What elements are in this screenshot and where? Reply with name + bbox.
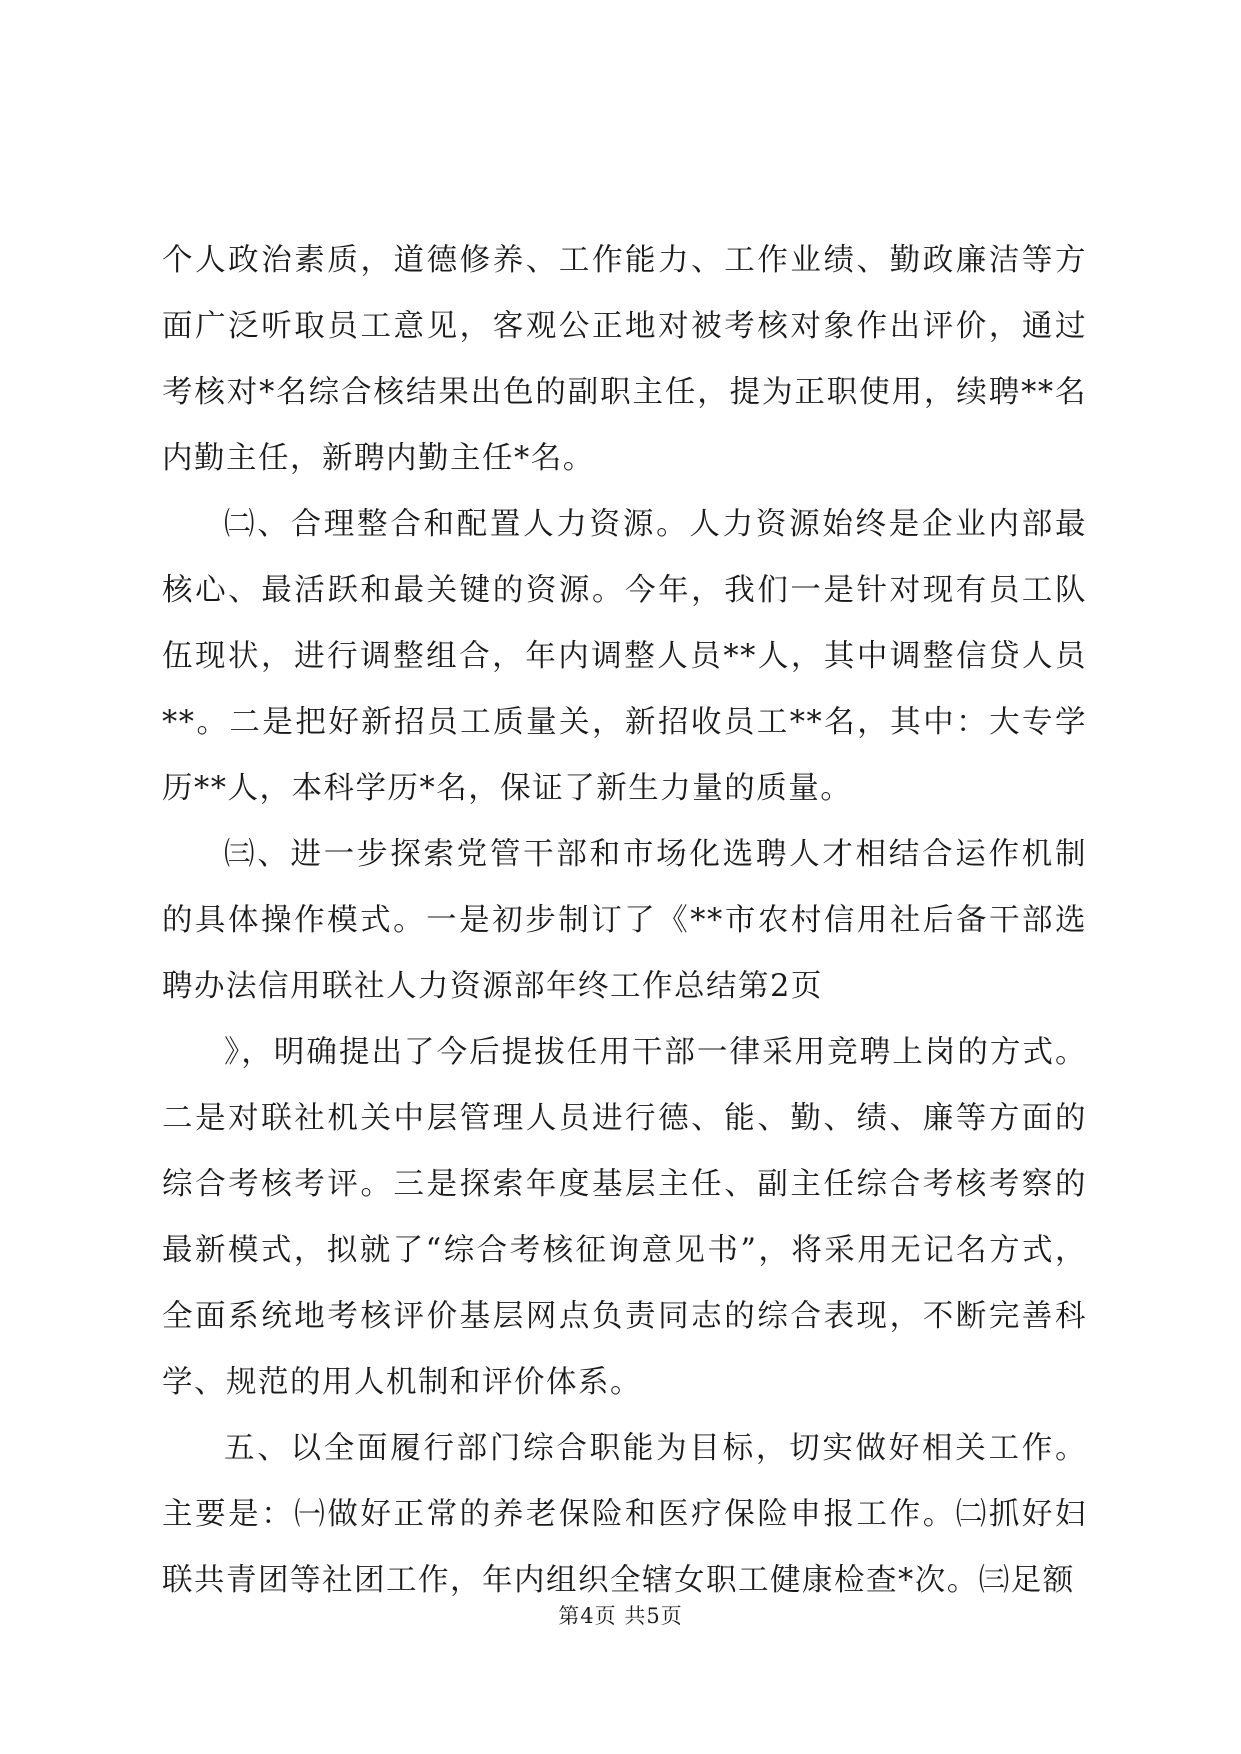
paragraph-human-resources: ㈡、合理整合和配置人力资源。人力资源始终是企业内部最核心、最活跃和最关键的资源。今年，我们一是针对现有员工队伍现状，进行调整组合，年内调整人员**人，其中调整信贷人员**。二是把好新招员工质量关，新招收员工**名，其中：大专学历**人，本科学历*名，保证了新生力量的质量。	[162, 507, 1087, 806]
paragraph-selection-continued: 》，明确提出了今后提拔任用干部一律采用竞聘上岗的方式。二是对联社机关中层管理人员进行德、能、勤、绩、廉等方面的综合考核考评。三是探索年度基层主任、副主任综合考核考察的最新模式，拟就了“综合考核征询意见书”，将采用无记名方式，全面系统地考核评价基层网点负责同志的综合表现，不断完善科学、规范的用人机制和评价体系。	[162, 1035, 1087, 1400]
paragraph-section-five: 五、以全面履行部门综合职能为目标，切实做好相关工作。主要是：㈠做好正常的养老保险和医疗保险申报工作。㈡抓好妇联共青团等社团工作，年内组织全辖女职工健康检查*次。㈢足额	[162, 1431, 1087, 1598]
document-body	[162, 228, 1087, 1614]
paragraph-selection-mechanism: ㈢、进一步探索党管干部和市场化选聘人才相结合运作机制的具体操作模式。一是初步制订了《**市农村信用社后备干部选聘办法信用联社人力资源部年终工作总结第2页	[162, 837, 1087, 1004]
paragraph-continued: 个人政治素质，道德修养、工作能力、工作业绩、勤政廉洁等方面广泛听取员工意见，客观公正地对被考核对象作出评价，通过考核对*名综合核结果出色的副职主任，提为正职使用，续聘**名内勤主任，新聘内勤主任*名。	[162, 243, 1087, 476]
page-footer: 第4页 共5页	[558, 1604, 683, 1628]
